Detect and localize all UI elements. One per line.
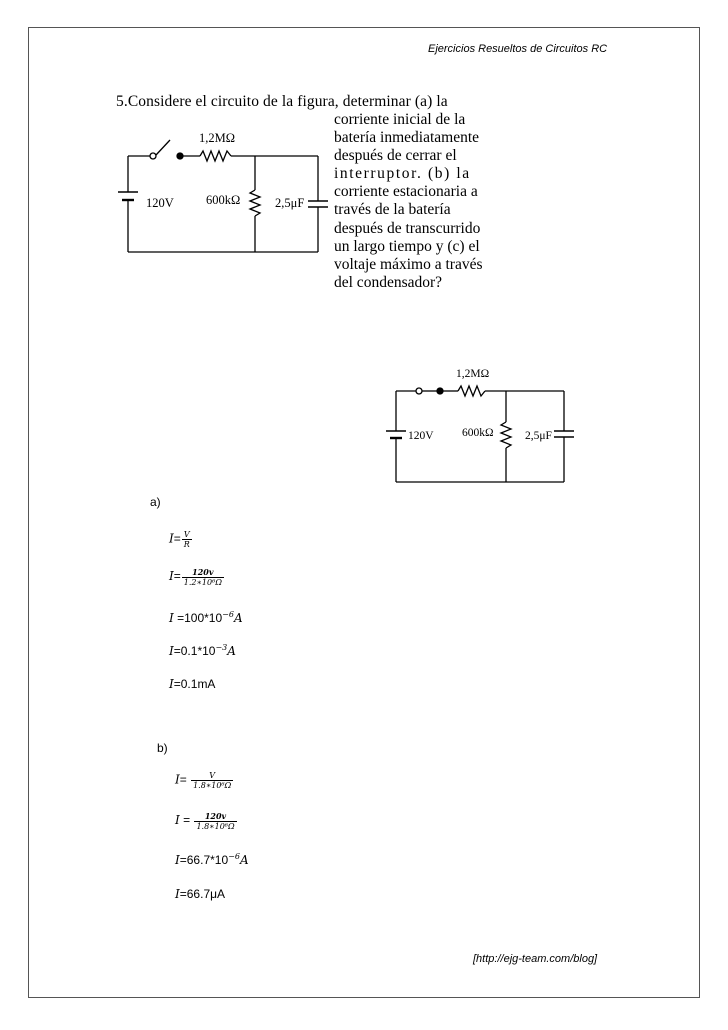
part-b-eq1: I= $\frac{V}{\text{1.8∗10⁶Ω}}$ [175,771,232,790]
problem-line: través de la batería [334,201,451,219]
part-b-eq4: I=66.7μA [175,887,226,901]
resistor-parallel-label-2: 600kΩ [462,427,494,439]
resistor-parallel-label: 600kΩ [206,193,241,207]
part-a-eq4: $I=0.1*10^{-3}A$ [169,643,236,658]
problem-line: un largo tiempo y (c) el [334,237,480,255]
problem-line: después de transcurrido [334,219,481,237]
part-a-eq1: I= $\frac{V}{R}$ [169,530,190,549]
part-a-label: a) [150,495,161,509]
problem-line: del condensador? [334,273,443,291]
problem-lead: 5.Considere el circuito de la figura, determinar (a) la [116,93,448,110]
problem-line: batería inmediatamente [334,129,480,147]
problem-line: interruptor. (b) la [334,165,471,183]
battery-label: 120V [146,196,174,210]
capacitor-label-2: 2,5μF [525,430,552,442]
resistor-series-label-2: 1,2MΩ [456,368,490,380]
part-b-eq3: $I=66.7*10^{-6}A$ [175,852,249,867]
part-a-eq3: $I =100*10^{-6}A$ [169,610,243,625]
problem-line: corriente estacionaria a [334,183,478,201]
part-b-eq2: I = $\frac{120v}{\text{1.8∗10⁶Ω}}$ [175,811,235,831]
footer-link[interactable]: [http://ejg-team.com/blog] [473,953,598,965]
problem-line: después de cerrar el [334,147,457,165]
page-header: Ejercicios Resueltos de Circuitos RC [428,43,608,55]
part-b-label: b) [157,741,168,755]
battery-label-2: 120V [408,430,434,442]
resistor-series-label: 1,2MΩ [199,131,236,145]
capacitor-label: 2,5μF [275,196,305,210]
part-a-eq5: I=0.1mA [169,677,216,691]
part-a-eq2: I= $\frac{120v}{\text{1.2∗10⁶Ω}}$ [169,567,222,587]
problem-line: corriente inicial de la [334,111,466,128]
problem-body [334,111,506,292]
problem-line: voltaje máximo a través [334,255,483,273]
